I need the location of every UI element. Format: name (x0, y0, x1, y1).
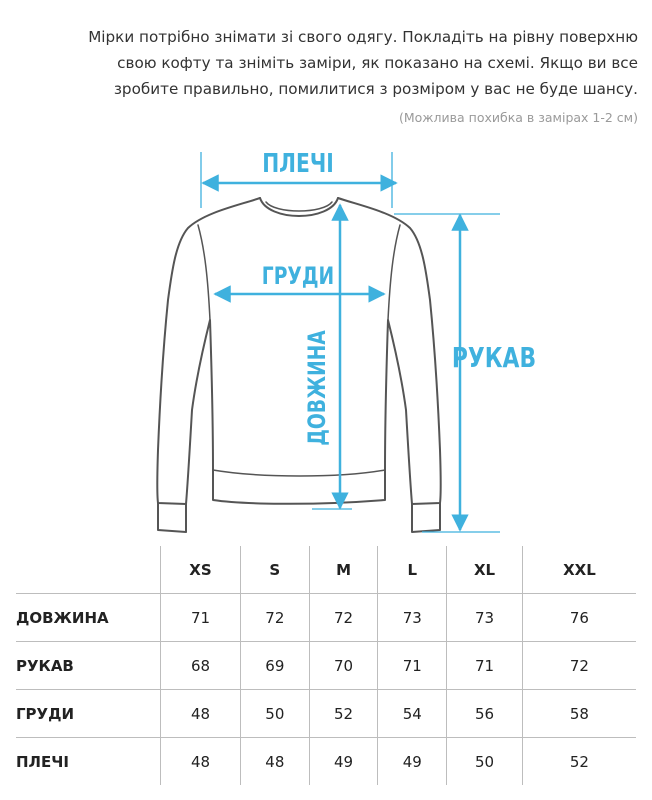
sweater-outline (157, 198, 441, 532)
chest-label: ГРУДИ (261, 262, 335, 291)
table-cell: 73 (447, 594, 523, 642)
row-label: ДОВЖИНА (16, 594, 161, 642)
table-cell: 48 (161, 738, 241, 786)
shoulders-label: ПЛЕЧІ (262, 148, 334, 179)
table-cell: 71 (161, 594, 241, 642)
length-label: ДОВЖИНА (303, 330, 332, 446)
table-cell: 54 (378, 690, 447, 738)
table-cell: 68 (161, 642, 241, 690)
table-cell: 49 (309, 738, 378, 786)
table-row (16, 690, 636, 738)
instructions-line-2: свою кофту та зніміть заміри, як показано на схемі. Якщо ви все (117, 54, 638, 72)
size-header: M (309, 546, 378, 594)
corner-cell (16, 546, 161, 594)
table-cell: 69 (240, 642, 309, 690)
error-margin-note: (Можлива похибка в замірах 1-2 см) (398, 110, 638, 125)
size-header: XXL (522, 546, 636, 594)
table-cell: 49 (378, 738, 447, 786)
size-header: XS (161, 546, 241, 594)
size-header: L (378, 546, 447, 594)
instructions-line-3: зробите правильно, помилитися з розміром у вас не буде шансу. (113, 80, 638, 98)
size-table (16, 546, 636, 785)
row-label: ГРУДИ (16, 690, 161, 738)
size-header-row (16, 546, 636, 594)
table-cell: 76 (522, 594, 636, 642)
size-header: S (240, 546, 309, 594)
table-cell: 58 (522, 690, 636, 738)
table-cell: 52 (569, 752, 589, 771)
table-cell: 48 (161, 690, 241, 738)
table-cell: 70 (309, 642, 378, 690)
instructions-line-1: Мірки потрібно знімати зі свого одягу. Покладіть на рівну поверхню (88, 28, 638, 46)
table-cell: 56 (447, 690, 523, 738)
table-cell: 72 (240, 594, 309, 642)
table-cell: 72 (522, 642, 636, 690)
sleeve-label: РУКАВ (451, 341, 537, 374)
size-header: XL (447, 546, 523, 594)
table-cell: 71 (378, 642, 447, 690)
table-cell: 73 (378, 594, 447, 642)
table-row (16, 738, 636, 786)
table-cell: 71 (447, 642, 523, 690)
table-cell: 72 (309, 594, 378, 642)
table-cell: 52 (309, 690, 378, 738)
table-cell: 48 (240, 738, 309, 786)
table-cell: 50 (447, 738, 523, 786)
table-cell: 50 (240, 690, 309, 738)
table-row (16, 642, 636, 690)
row-label: РУКАВ (16, 642, 161, 690)
row-label: ПЛЕЧІ (16, 738, 161, 786)
table-row (16, 594, 636, 642)
